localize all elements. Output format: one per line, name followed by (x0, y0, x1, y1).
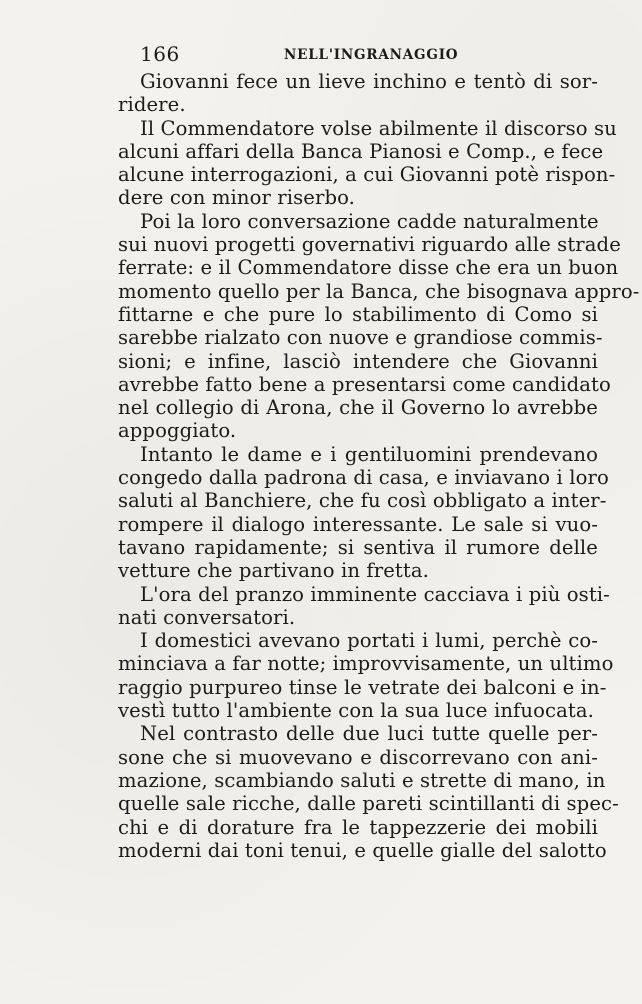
text-line: Poi la loro conversazione cadde naturalmente (140, 209, 599, 233)
text-line: sarebbe rialzato con nuove e grandiose commis- (118, 326, 603, 350)
text-line: rompere il dialogo interessante. Le sale si vuo- (118, 512, 598, 536)
text-line: mazione, scambiando saluti e strette di mano, in (118, 768, 606, 792)
text-line: ferrate: e il Commendatore disse che era un buon (118, 256, 619, 280)
text-line: chi e di dorature fra le tappezzerie dei mobili (118, 815, 598, 839)
text-line: nati conversatori. (118, 605, 296, 629)
running-head: NELL'INGRANAGGIO (284, 47, 459, 63)
text-line: alcune interrogazioni, a cui Giovanni potè rispon- (118, 163, 616, 187)
text-line: alcuni affari della Banca Pianosi e Comp., e fece (118, 139, 604, 163)
text-line: vestì tutto l'ambiente con la sua luce infuocata. (118, 699, 594, 723)
text-line: momento quello per la Banca, che bisognava appro- (118, 279, 640, 303)
text-line: L'ora del pranzo imminente cacciava i più osti- (140, 582, 610, 606)
text-line: congedo dalla padrona di casa, e inviavano i loro (118, 466, 609, 490)
text-line: vetture che partivano in fretta. (118, 559, 429, 583)
text-line: Giovanni fece un lieve inchino e tentò di sor- (140, 70, 598, 93)
text-line: sone che si muovevano e discorrevano con ani- (118, 745, 598, 769)
text-line: ridere. (118, 93, 186, 117)
text-line: moderni dai toni tenui, e quelle gialle del salotto (118, 838, 607, 862)
text-line: nel collegio di Arona, che il Governo lo avrebbe (118, 396, 598, 420)
text-line: saluti al Banchiere, che fu così obbligato a inter- (118, 489, 607, 513)
text-line: tavano rapidamente; si sentiva il rumore delle (118, 535, 598, 559)
text-line: avrebbe fatto bene a presentarsi come candidato (118, 372, 611, 396)
text-line: I domestici avevano portati i lumi, perchè co- (140, 629, 598, 653)
text-line: raggio purpureo tinse le vetrate dei balconi e in- (118, 675, 607, 699)
page-header (0, 40, 642, 68)
body-text (118, 70, 640, 862)
text-line: sioni; e infine, lasciò intendere che Giovanni (118, 349, 598, 373)
text-line: Nel contrasto delle due luci tutte quelle per- (140, 722, 598, 746)
text-line: fittarne e che pure lo stabilimento di Como si (118, 302, 598, 326)
text-line: appoggiato. (118, 419, 237, 443)
text-line: quelle sale ricche, dalle pareti scintillanti di spec- (118, 792, 619, 816)
text-line: dere con minor riserbo. (118, 186, 355, 210)
text-line: Il Commendatore volse abilmente il discorso su (140, 116, 617, 140)
text-line: Intanto le dame e i gentiluomini prendevano (140, 442, 598, 466)
text-line: minciava a far notte; improvvisamente, un ultimo (118, 652, 614, 676)
page-number: 166 (140, 42, 180, 66)
text-line: sui nuovi progetti governativi riguardo alle strade (118, 233, 621, 257)
